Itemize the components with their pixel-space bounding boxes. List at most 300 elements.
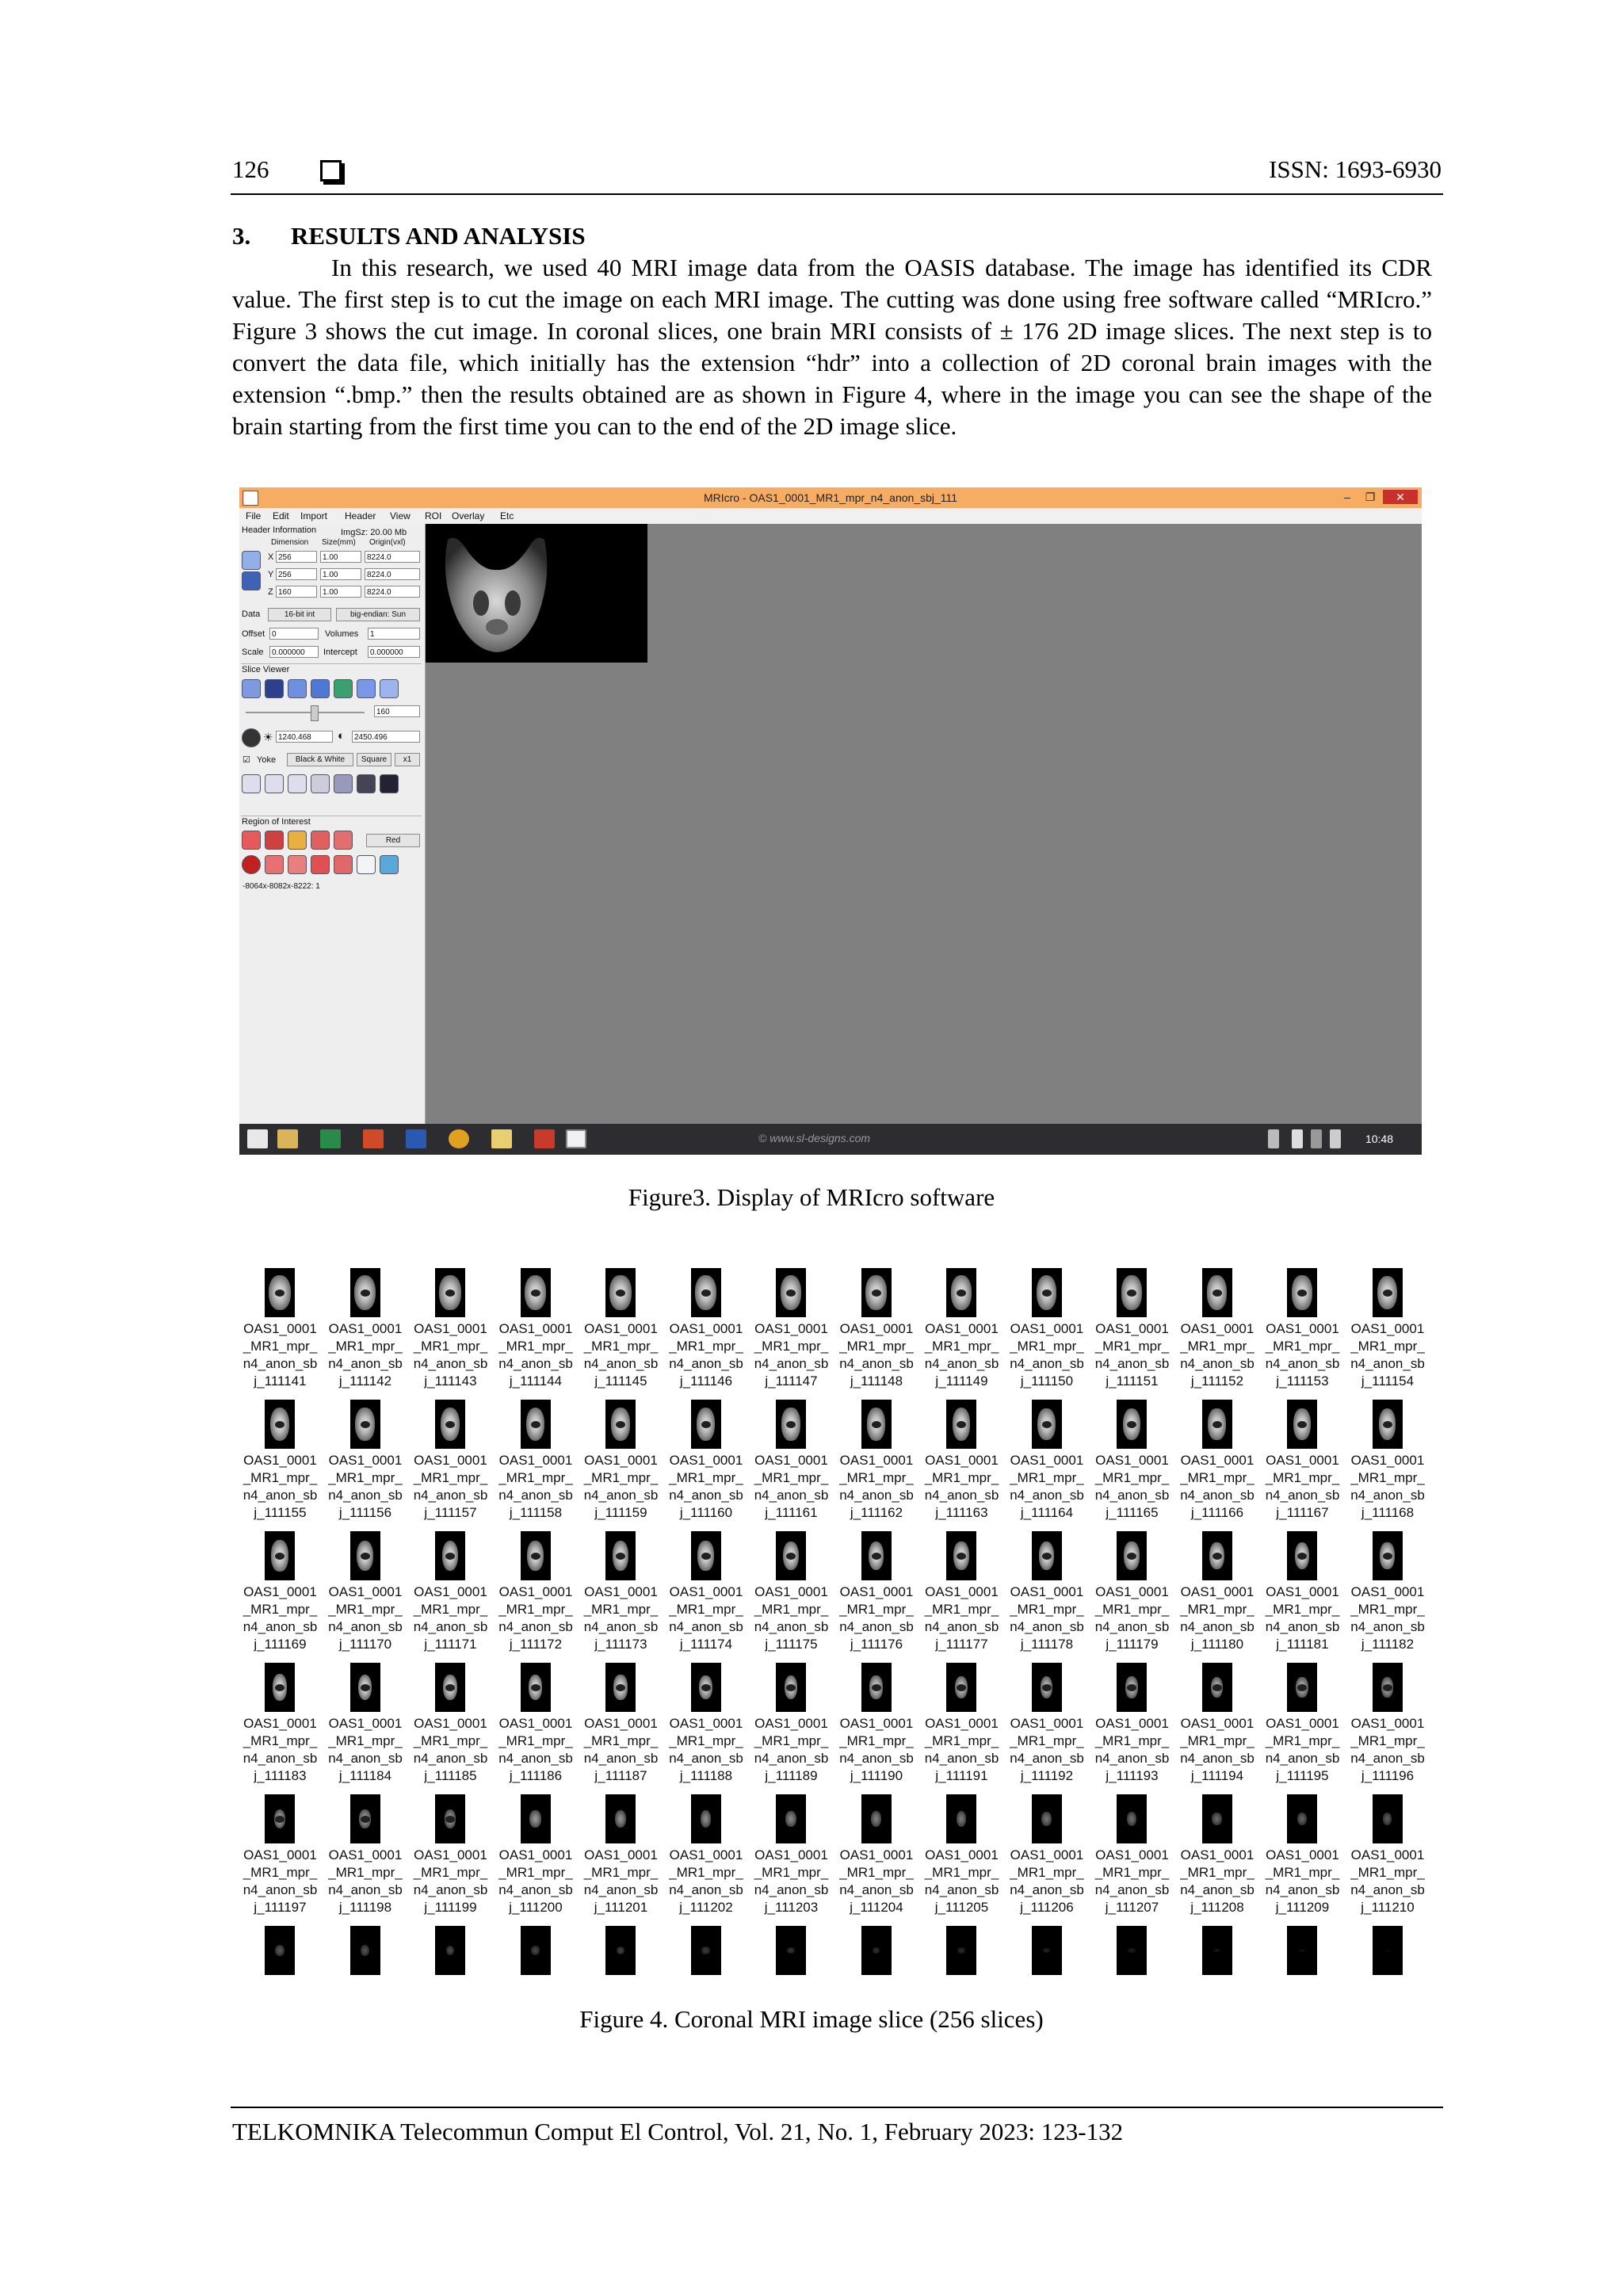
slice-thumbnail[interactable] xyxy=(323,1655,408,1786)
slice-thumbnail[interactable] xyxy=(1346,1392,1430,1523)
filename-line: OAS1_0001 xyxy=(925,1453,999,1468)
slice-slider-handle[interactable] xyxy=(311,705,319,721)
slice-thumbnail[interactable] xyxy=(494,1260,579,1392)
slice-thumbnail[interactable] xyxy=(834,1523,919,1655)
slice-image xyxy=(350,1663,380,1712)
slice-thumbnail[interactable] xyxy=(834,1260,919,1392)
filename-line: _MR1_mpr_ xyxy=(413,1865,488,1880)
slice-image xyxy=(435,1268,465,1317)
slice-thumbnail[interactable] xyxy=(1346,1523,1430,1655)
slice-image xyxy=(861,1663,892,1712)
filename-line: j_111148 xyxy=(850,1373,903,1389)
filename-line: OAS1_0001 xyxy=(1350,1453,1425,1468)
slice-filename xyxy=(1090,1584,1174,1653)
ventricle-mark xyxy=(1127,1289,1136,1297)
filename-line: j_111158 xyxy=(509,1505,563,1520)
ventricle-mark xyxy=(701,1289,711,1297)
filename-line: j_111204 xyxy=(850,1900,903,1915)
info-icon[interactable] xyxy=(242,571,261,590)
contrast-half-icon: ◐ xyxy=(338,729,346,743)
brightness-icon: ☀ xyxy=(263,731,273,743)
filename-line: n4_anon_sb xyxy=(839,1882,914,1897)
slice-thumbnail[interactable] xyxy=(238,1786,323,1918)
slice-filename xyxy=(323,1847,408,1916)
slice-thumbnail[interactable] xyxy=(1005,1523,1090,1655)
slice-thumbnail[interactable] xyxy=(919,1655,1004,1786)
status-coordinates: -8064x-8082x-8222: 1 xyxy=(242,882,320,891)
filename-line: j_111177 xyxy=(935,1637,988,1652)
filename-line: _MR1_mpr_ xyxy=(1265,1339,1340,1354)
dim-y-field[interactable]: 256 xyxy=(276,568,317,580)
slice-thumbnail[interactable] xyxy=(664,1392,749,1523)
filename-line: n4_anon_sb xyxy=(498,1488,573,1503)
brain-shape-icon xyxy=(787,1947,795,1954)
filename-line: OAS1_0001 xyxy=(754,1321,828,1336)
slice-thumbnail[interactable] xyxy=(579,1655,663,1786)
filename-line: j_111202 xyxy=(679,1900,733,1915)
slice-image xyxy=(605,1400,636,1449)
layout-icon-3[interactable] xyxy=(288,774,307,793)
slice-thumbnail[interactable] xyxy=(834,1655,919,1786)
slice-image xyxy=(1287,1926,1317,1975)
filename-line: j_111210 xyxy=(1361,1900,1415,1915)
brain-slice-icon xyxy=(426,524,647,663)
filename-line: OAS1_0001 xyxy=(328,1584,403,1599)
filename-line: _MR1_mpr_ xyxy=(1010,1470,1084,1485)
slice-thumbnail[interactable] xyxy=(494,1655,579,1786)
slice-thumbnail[interactable] xyxy=(1090,1523,1174,1655)
slice-image xyxy=(946,1268,976,1317)
layout-icon-5[interactable] xyxy=(334,774,353,793)
zoom-icon[interactable] xyxy=(242,551,261,570)
slice-thumbnail[interactable] xyxy=(323,1392,408,1523)
magnifier-icon[interactable] xyxy=(357,855,376,874)
filename-line: OAS1_0001 xyxy=(754,1847,828,1862)
filename-line: j_111141 xyxy=(254,1373,307,1389)
menu-file[interactable]: File xyxy=(246,510,262,521)
filename-line: _MR1_mpr_ xyxy=(1180,1470,1254,1485)
slice-thumbnail[interactable] xyxy=(1175,1260,1260,1392)
filename-line: OAS1_0001 xyxy=(1010,1716,1084,1731)
volume-icon[interactable] xyxy=(1330,1129,1341,1148)
filename-line: j_111197 xyxy=(254,1900,307,1915)
slice-thumbnail[interactable] xyxy=(238,1523,323,1655)
yoke-label: Yoke xyxy=(257,755,277,765)
slice-thumbnail[interactable] xyxy=(664,1655,749,1786)
watermark: © www.sl-designs.com xyxy=(758,1132,871,1144)
filename-line: _MR1_mpr_ xyxy=(839,1733,914,1748)
slice-image xyxy=(1202,1531,1232,1580)
slice-thumbnail[interactable] xyxy=(1090,1786,1174,1918)
media-icon[interactable] xyxy=(491,1129,512,1148)
ventricle-mark xyxy=(786,1289,796,1297)
filename-line: _MR1_mpr_ xyxy=(1265,1865,1340,1880)
filename-line: j_111145 xyxy=(594,1373,647,1389)
size-z-field[interactable]: 1.00 xyxy=(320,586,361,598)
slice-image xyxy=(1032,1926,1062,1975)
slice-thumbnail[interactable] xyxy=(494,1523,579,1655)
slice-thumbnail[interactable] xyxy=(579,1523,663,1655)
roi-pen-icon[interactable] xyxy=(242,831,261,850)
filename-line: _MR1_mpr_ xyxy=(328,1865,403,1880)
filename-line: n4_anon_sb xyxy=(1094,1882,1170,1897)
slice-image xyxy=(1202,1400,1232,1449)
layout-icon-6[interactable] xyxy=(357,774,376,793)
menu-header[interactable]: Header xyxy=(345,510,376,521)
ventricle-mark xyxy=(1042,1684,1052,1691)
menu-roi[interactable]: ROI xyxy=(425,510,442,521)
filename-line: j_111205 xyxy=(934,1900,989,1915)
volumes-field[interactable]: 1 xyxy=(368,628,420,640)
slice-image xyxy=(1373,1531,1403,1580)
slice-thumbnail[interactable] xyxy=(1090,1655,1174,1786)
filename-line: OAS1_0001 xyxy=(839,1584,914,1599)
slice-image xyxy=(265,1663,295,1712)
slice-thumbnail[interactable] xyxy=(323,1260,408,1392)
ventricle-mark xyxy=(445,1421,455,1428)
ventricle-mark xyxy=(445,1289,455,1297)
offset-label: Offset xyxy=(242,629,265,639)
slice-thumbnail[interactable] xyxy=(494,1786,579,1918)
slice-thumbnail[interactable] xyxy=(1346,1786,1430,1918)
menu-etc[interactable]: Etc xyxy=(500,510,514,521)
slice-filename xyxy=(238,1320,323,1390)
filename-line: _MR1_mpr_ xyxy=(242,1470,318,1485)
filename-line: _MR1_mpr_ xyxy=(328,1602,403,1617)
filename-line: _MR1_mpr_ xyxy=(413,1339,488,1354)
slice-thumbnail[interactable] xyxy=(664,1260,749,1392)
ventricle-mark xyxy=(1383,1289,1392,1297)
filename-line: n4_anon_sb xyxy=(924,1488,999,1503)
roi-tool-icon-2[interactable] xyxy=(288,855,307,874)
filename-line: _MR1_mpr_ xyxy=(328,1339,403,1354)
slice-thumbnail[interactable] xyxy=(579,1392,663,1523)
filename-line: j_111206 xyxy=(1020,1900,1074,1915)
filename-line: OAS1_0001 xyxy=(1350,1716,1425,1731)
histogram-icon[interactable] xyxy=(380,774,399,793)
roi-fill-icon[interactable] xyxy=(265,831,284,850)
filename-line: _MR1_mpr_ xyxy=(1350,1865,1425,1880)
size-y-field[interactable]: 1.00 xyxy=(320,568,361,580)
roi-color-select[interactable]: Red xyxy=(366,834,420,847)
slice-thumbnail[interactable] xyxy=(1175,1523,1260,1655)
battery-icon[interactable] xyxy=(1292,1129,1303,1148)
slice-thumbnail[interactable] xyxy=(749,1392,834,1523)
slice-thumbnail[interactable] xyxy=(749,1786,834,1918)
menu-overlay[interactable]: Overlay xyxy=(452,510,485,521)
filename-line: OAS1_0001 xyxy=(754,1584,828,1599)
droplet-icon[interactable] xyxy=(380,855,399,874)
header-info-label: Header Information xyxy=(242,525,317,535)
filename-line: OAS1_0001 xyxy=(328,1716,403,1731)
render-view-icon[interactable] xyxy=(288,679,307,698)
tray-arrow-icon[interactable] xyxy=(1268,1129,1279,1148)
menu-import[interactable]: Import xyxy=(300,510,328,521)
slice-filename xyxy=(494,1847,579,1916)
filename-line: n4_anon_sb xyxy=(1010,1619,1084,1634)
brain-shape-icon xyxy=(446,1946,455,1956)
offset-field[interactable]: 0 xyxy=(269,628,319,640)
slice-thumbnail[interactable] xyxy=(919,1786,1004,1918)
slice-thumbnail[interactable] xyxy=(1346,1655,1430,1786)
slice-thumbnail[interactable] xyxy=(664,1786,749,1918)
filename-line: n4_anon_sb xyxy=(1350,1882,1425,1897)
slice-thumbnail[interactable] xyxy=(919,1260,1004,1392)
slice-thumbnail[interactable] xyxy=(238,1392,323,1523)
filename-line: n4_anon_sb xyxy=(413,1882,488,1897)
slice-thumbnail[interactable] xyxy=(1005,1655,1090,1786)
multi-view-icon[interactable] xyxy=(311,679,330,698)
slice-thumbnail[interactable] xyxy=(238,1260,323,1392)
roi-shape-icon[interactable] xyxy=(334,831,353,850)
contrast-max-field[interactable]: 2450.496 xyxy=(352,731,420,743)
slice-thumbnail[interactable] xyxy=(1260,1655,1345,1786)
filename-line: OAS1_0001 xyxy=(414,1453,487,1468)
slice-filename xyxy=(919,1584,1004,1653)
bw-select[interactable]: Black & White xyxy=(287,753,353,766)
filename-line: OAS1_0001 xyxy=(669,1321,743,1336)
slice-filename xyxy=(579,1452,663,1522)
ventricle-mark xyxy=(445,1816,455,1823)
filename-line: j_111203 xyxy=(764,1900,819,1915)
slice-image xyxy=(1032,1268,1062,1317)
menu-view[interactable]: View xyxy=(390,510,411,521)
slice-thumbnail[interactable] xyxy=(1005,1392,1090,1523)
data-type-select[interactable]: 16-bit int xyxy=(268,608,331,621)
brain-view-icon[interactable] xyxy=(242,679,261,698)
slice-image xyxy=(605,1794,636,1843)
issn: ISSN: 1693-6930 xyxy=(1269,155,1442,183)
contrast-icon[interactable] xyxy=(242,728,261,747)
brain-shape-icon xyxy=(957,1947,965,1953)
filename-line: j_111175 xyxy=(765,1637,818,1652)
window-title: MRIcro - OAS1_0001_MR1_mpr_n4_anon_sbj_111 xyxy=(703,491,958,504)
brain-shape-icon xyxy=(1127,1812,1136,1826)
filename-line: _MR1_mpr_ xyxy=(839,1470,914,1485)
origin-x-field[interactable]: 8224.0 xyxy=(365,551,420,563)
slice-image xyxy=(1373,1794,1403,1843)
slice-thumbnail[interactable] xyxy=(834,1392,919,1523)
mricro-task-icon[interactable] xyxy=(566,1129,586,1148)
origin-z-field[interactable]: 8224.0 xyxy=(365,586,420,598)
slice-thumbnail[interactable] xyxy=(1175,1392,1260,1523)
roi-tool-icon-3[interactable] xyxy=(311,855,330,874)
slice-thumbnail[interactable] xyxy=(579,1786,663,1918)
slice-filename xyxy=(1175,1452,1260,1522)
slice-thumbnail[interactable] xyxy=(664,1523,749,1655)
figure4-caption: Figure 4. Coronal MRI image slice (256 slices) xyxy=(579,2005,1044,2033)
slice-filename xyxy=(238,1452,323,1522)
filename-line: _MR1_mpr_ xyxy=(583,1339,659,1354)
filename-line: j_111166 xyxy=(1190,1505,1244,1520)
roi-record-icon[interactable] xyxy=(242,855,261,874)
powerpoint-icon[interactable] xyxy=(363,1129,384,1148)
square-select[interactable]: Square xyxy=(357,753,391,766)
slice-thumbnail[interactable] xyxy=(1175,1786,1260,1918)
intercept-field[interactable]: 0.000000 xyxy=(368,646,420,658)
slice-filename xyxy=(834,1715,919,1785)
minimize-icon[interactable]: – xyxy=(1344,491,1350,503)
slice-image xyxy=(521,1268,551,1317)
filename-line: OAS1_0001 xyxy=(669,1584,743,1599)
filename-line: OAS1_0001 xyxy=(925,1847,999,1862)
filename-line: OAS1_0001 xyxy=(669,1453,743,1468)
slice-image xyxy=(265,1400,295,1449)
slice-thumbnail[interactable] xyxy=(238,1655,323,1786)
menu-edit[interactable]: Edit xyxy=(273,510,289,521)
section-heading xyxy=(232,222,586,250)
slice-filename xyxy=(494,1584,579,1653)
brain-shape-icon xyxy=(529,1810,540,1828)
filename-line: OAS1_0001 xyxy=(1180,1584,1254,1599)
menu-bar xyxy=(239,508,1422,524)
word-icon[interactable] xyxy=(406,1129,426,1148)
slice-thumbnail[interactable] xyxy=(749,1523,834,1655)
slice-thumbnail[interactable] xyxy=(579,1260,663,1392)
filename-line: j_111163 xyxy=(935,1505,988,1520)
slice-image xyxy=(1032,1531,1062,1580)
slice-image xyxy=(265,1531,295,1580)
slice-thumbnail[interactable] xyxy=(1260,1523,1345,1655)
head-view-icon[interactable] xyxy=(265,679,284,698)
filename-line: _MR1_mpr_ xyxy=(1010,1339,1084,1354)
slice-filename xyxy=(834,1584,919,1653)
filename-line: OAS1_0001 xyxy=(1095,1847,1169,1862)
filename-line: OAS1_0001 xyxy=(584,1847,658,1862)
restore-icon[interactable]: ❐ xyxy=(1365,491,1376,503)
slice-thumbnail[interactable] xyxy=(408,1523,493,1655)
roi-tool-icon-4[interactable] xyxy=(334,855,353,874)
roi-erase-icon[interactable] xyxy=(311,831,330,850)
filename-line: OAS1_0001 xyxy=(243,1453,317,1468)
dim-z-field[interactable]: 160 xyxy=(276,586,317,598)
filename-line: n4_anon_sb xyxy=(1180,1882,1254,1897)
slice-image xyxy=(605,1268,636,1317)
size-x-field[interactable]: 1.00 xyxy=(320,551,361,563)
dim-x-field[interactable]: 256 xyxy=(276,551,317,563)
slice-thumbnail[interactable] xyxy=(1175,1655,1260,1786)
slice-filename xyxy=(834,1452,919,1522)
excel-icon[interactable] xyxy=(320,1129,341,1148)
slice-image xyxy=(691,1794,721,1843)
slice-thumbnail[interactable] xyxy=(408,1786,493,1918)
filename-line: OAS1_0001 xyxy=(925,1716,999,1731)
slice-image xyxy=(350,1400,380,1449)
slice-thumbnail[interactable] xyxy=(1260,1392,1345,1523)
filename-line: OAS1_0001 xyxy=(584,1716,658,1731)
slice-slider-track[interactable] xyxy=(246,712,365,713)
roi-brush-icon[interactable] xyxy=(288,831,307,850)
slice-thumbnail[interactable] xyxy=(323,1786,408,1918)
slice-thumbnail[interactable] xyxy=(1260,1260,1345,1392)
slice-image xyxy=(1287,1268,1317,1317)
yoke-checkbox-icon[interactable]: ☑ xyxy=(242,755,250,765)
layout-icon-2[interactable] xyxy=(265,774,284,793)
slice-thumbnail[interactable] xyxy=(834,1786,919,1918)
slice-filename xyxy=(1175,1320,1260,1390)
slice-thumbnail[interactable] xyxy=(1260,1786,1345,1918)
filename-line: _MR1_mpr_ xyxy=(498,1602,573,1617)
slice-image xyxy=(946,1400,976,1449)
app-icon-2[interactable] xyxy=(534,1129,555,1148)
overlay-view-icon[interactable] xyxy=(334,679,353,698)
filename-line: n4_anon_sb xyxy=(669,1619,743,1634)
slice-image xyxy=(350,1926,380,1975)
image-viewer[interactable] xyxy=(426,524,1422,1124)
slice-image xyxy=(521,1400,551,1449)
filename-line: OAS1_0001 xyxy=(839,1453,914,1468)
slice-thumbnail[interactable] xyxy=(919,1523,1004,1655)
ventricle-mark xyxy=(872,1684,881,1691)
filename-line: _MR1_mpr_ xyxy=(669,1470,743,1485)
ventricle-mark xyxy=(1297,1684,1307,1691)
slice-thumbnail[interactable] xyxy=(408,1260,493,1392)
chrome-icon[interactable] xyxy=(449,1129,469,1148)
filename-line: OAS1_0001 xyxy=(1350,1584,1425,1599)
filename-line: j_111196 xyxy=(1361,1768,1415,1783)
filename-line: j_111187 xyxy=(594,1768,647,1783)
filename-line: OAS1_0001 xyxy=(243,1321,317,1336)
slice-thumbnail[interactable] xyxy=(494,1392,579,1523)
slice-number-field[interactable]: 160 xyxy=(374,705,420,717)
slice-thumbnail[interactable] xyxy=(1005,1260,1090,1392)
filename-line: j_111160 xyxy=(679,1505,733,1520)
slice-thumbnail[interactable] xyxy=(1090,1260,1174,1392)
taskbar xyxy=(239,1124,1422,1155)
slice-image xyxy=(946,1531,976,1580)
slice-viewer-label: Slice Viewer xyxy=(242,665,290,674)
slice-thumbnail[interactable] xyxy=(408,1655,493,1786)
filename-line: n4_anon_sb xyxy=(924,1751,999,1766)
slice-thumbnail[interactable] xyxy=(1346,1260,1430,1392)
slice-thumbnail[interactable] xyxy=(749,1655,834,1786)
filename-line: n4_anon_sb xyxy=(1094,1488,1170,1503)
axial-view-icon[interactable] xyxy=(357,679,376,698)
brain-shape-icon xyxy=(1297,1813,1307,1825)
filename-line: _MR1_mpr_ xyxy=(754,1602,829,1617)
close-icon[interactable]: ✕ xyxy=(1383,490,1418,504)
slice-thumbnail[interactable] xyxy=(1005,1786,1090,1918)
ventricle-mark xyxy=(1212,1553,1222,1560)
slice-thumbnail[interactable] xyxy=(408,1392,493,1523)
slice-filename xyxy=(1260,1584,1345,1653)
layout-icon-4[interactable] xyxy=(311,774,330,793)
roi-tool-icon-1[interactable] xyxy=(265,855,284,874)
slice-viewer-group xyxy=(241,663,422,664)
slice-filename xyxy=(749,1320,834,1390)
network-icon[interactable] xyxy=(1311,1129,1322,1148)
start-icon[interactable] xyxy=(247,1129,268,1148)
slice-thumbnail[interactable] xyxy=(1090,1392,1174,1523)
slice-thumbnail[interactable] xyxy=(323,1523,408,1655)
slice-filename xyxy=(408,1320,493,1390)
explorer-icon[interactable] xyxy=(277,1129,298,1148)
slice-thumbnail[interactable] xyxy=(919,1392,1004,1523)
endian-select[interactable]: big-endian: Sun xyxy=(336,608,420,621)
zoom-select[interactable]: x1 xyxy=(395,753,420,766)
filename-line: n4_anon_sb xyxy=(1265,1751,1340,1766)
slice-image xyxy=(1202,1663,1232,1712)
filename-line: _MR1_mpr_ xyxy=(754,1470,829,1485)
filename-line: n4_anon_sb xyxy=(328,1751,403,1766)
contrast-min-field[interactable]: 1240.468 xyxy=(276,731,333,743)
origin-y-field[interactable]: 8224.0 xyxy=(365,568,420,580)
slice-thumbnail[interactable] xyxy=(749,1260,834,1392)
sagittal-view-icon[interactable] xyxy=(380,679,399,698)
layout-icon-1[interactable] xyxy=(242,774,261,793)
brain-shape-icon xyxy=(361,1945,369,1955)
scale-field[interactable]: 0.000000 xyxy=(269,646,319,658)
